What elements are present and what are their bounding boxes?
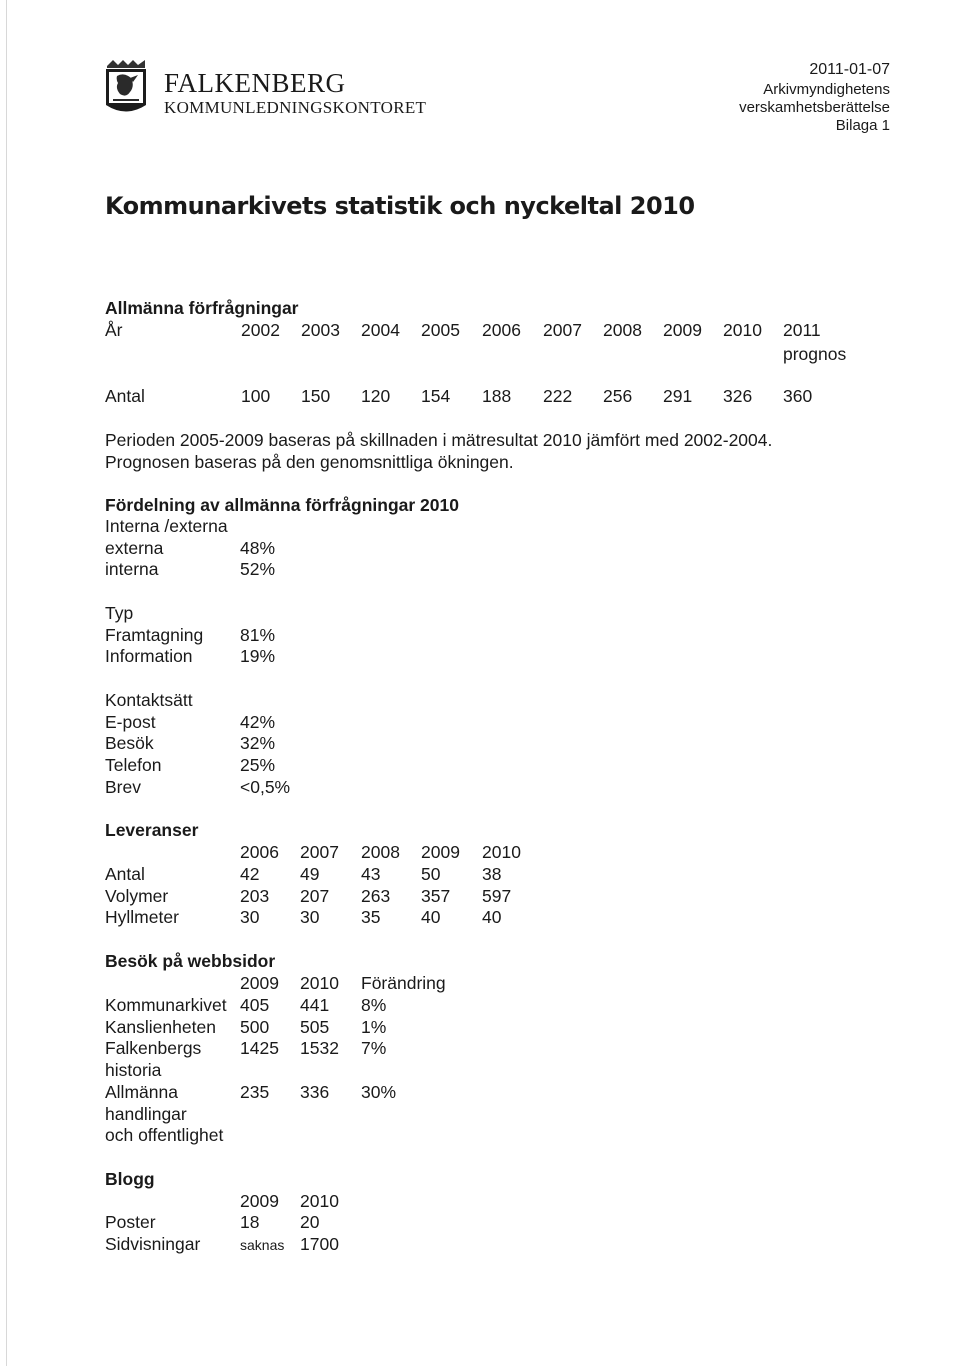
distribution-row-label: externa (105, 537, 164, 558)
web-visits-row-label: Kommunarkivet (105, 995, 227, 1015)
web-visits-column-header: 2009 (240, 973, 279, 993)
falkenberg-crest-logo (104, 58, 148, 118)
inquiries-year-cell: 2007 (543, 320, 582, 340)
inquiries-heading: Allmänna förfrågningar (105, 298, 299, 318)
distribution-row-value: 42% (240, 711, 276, 732)
inquiries-count-cell: 326 (723, 386, 753, 406)
web-visits-row-label: handlingar (105, 1103, 187, 1124)
blog-cell: 18 (240, 1212, 260, 1232)
web-visits-row-label: och offentlighet (105, 1125, 224, 1146)
distribution-row-value: 19% (240, 646, 276, 667)
web-visits-row-label: Falkenbergs (105, 1038, 202, 1059)
web-visits-cell: 1532 (300, 1038, 339, 1059)
deliveries-year-header: 2007 (300, 842, 339, 862)
page-edge-line (6, 0, 7, 1366)
web-visits-heading: Besök på webbsidor (105, 951, 276, 971)
deliveries-cell: 263 (361, 885, 391, 906)
deliveries-cell: 597 (482, 885, 512, 906)
blog-heading: Blogg (105, 1169, 155, 1189)
inquiries-count-cell: 120 (361, 386, 391, 406)
count-label: Antal (105, 386, 145, 406)
deliveries-cell: 42 (240, 864, 260, 884)
distribution-row-label: Besök (105, 733, 154, 754)
deliveries-cell: 50 (421, 864, 441, 884)
inquiries-year-cell: 2004 (361, 320, 400, 340)
distribution-group-title: Typ (105, 603, 134, 623)
distribution-row-value: 25% (240, 755, 276, 776)
inquiries-year-cell: 2009 (663, 320, 702, 340)
deliveries-cell: 40 (482, 907, 502, 928)
inquiries-count-cell: 291 (663, 386, 693, 406)
distribution-row-label: Brev (105, 776, 141, 797)
deliveries-cell: 38 (482, 864, 502, 884)
web-visits-cell: 7% (361, 1038, 387, 1059)
org-name: FALKENBERG (164, 68, 346, 98)
deliveries-cell: 30 (240, 907, 260, 928)
deliveries-cell: 35 (361, 907, 381, 928)
blog-row-label: Poster (105, 1212, 156, 1232)
web-visits-column-header: 2010 (300, 973, 339, 993)
distribution-heading: Fördelning av allmänna förfrågningar 2010 (105, 495, 459, 515)
inquiries-year-cell: 2008 (603, 320, 642, 340)
year-label: År (105, 320, 123, 340)
inquiries-year-cell: 2010 (723, 320, 762, 340)
deliveries-cell: 43 (361, 864, 381, 884)
document-type-line2: verskamhetsberättelse (739, 99, 890, 116)
attachment-label: Bilaga 1 (835, 117, 890, 134)
deliveries-year-header: 2006 (240, 842, 279, 862)
distribution-row-label: Telefon (105, 755, 162, 776)
distribution-row-value: 48% (240, 537, 276, 558)
deliveries-heading: Leveranser (105, 820, 199, 840)
web-visits-cell: 405 (240, 995, 270, 1015)
distribution-row-value: 81% (240, 624, 276, 645)
inquiries-count-cell: 188 (482, 386, 512, 406)
deliveries-cell: 49 (300, 864, 320, 884)
inquiries-year-cell: 2011 (783, 320, 821, 340)
distribution-row-label: interna (105, 559, 159, 580)
distribution-row-label: Framtagning (105, 624, 204, 645)
inquiries-year-cell: 2005 (421, 320, 460, 340)
document-type-line1: Arkivmyndighetens (763, 81, 890, 98)
inquiries-count-cell: 256 (603, 386, 633, 406)
deliveries-cell: 40 (421, 907, 441, 928)
distribution-group-title: Kontaktsätt (105, 690, 193, 710)
deliveries-year-header: 2010 (482, 842, 521, 862)
web-visits-cell: 235 (240, 1081, 270, 1102)
web-visits-cell: 8% (361, 995, 387, 1015)
inquiries-count-cell: 154 (421, 386, 451, 406)
inquiries-year-cell: 2003 (301, 320, 340, 340)
distribution-row-value: 32% (240, 733, 276, 754)
deliveries-row-label: Volymer (105, 885, 169, 906)
forecast-label: prognos (783, 344, 847, 364)
deliveries-cell: 357 (421, 885, 451, 906)
web-visits-row-label: Allmänna (105, 1081, 178, 1102)
web-visits-cell: 30% (361, 1081, 397, 1102)
blog-column-header: 2010 (300, 1191, 339, 1211)
web-visits-cell: 336 (300, 1081, 330, 1102)
inquiries-count-cell: 360 (783, 386, 813, 406)
blog-cell: 1700 (300, 1234, 339, 1254)
distribution-row-value: 52% (240, 559, 276, 580)
blog-row-label: Sidvisningar (105, 1234, 201, 1254)
deliveries-row-label: Hyllmeter (105, 907, 179, 928)
deliveries-year-header: 2009 (421, 842, 460, 862)
web-visits-cell: 500 (240, 1016, 270, 1037)
inquiries-note-2: Prognosen baseras på den genomsnittliga ökningen. (105, 452, 514, 472)
blog-cell: 20 (300, 1212, 320, 1232)
inquiries-note-1: Perioden 2005-2009 baseras på skillnaden i mätresultat 2010 jämfört med 2002-2004. (105, 430, 773, 450)
distribution-group-title: Interna /externa (105, 516, 228, 536)
inquiries-count-cell: 150 (301, 386, 331, 406)
distribution-row-label: Information (105, 646, 193, 667)
deliveries-year-header: 2008 (361, 842, 400, 862)
distribution-row-value: <0,5% (240, 776, 291, 797)
inquiries-count-cell: 100 (241, 386, 271, 406)
distribution-row-label: E-post (105, 711, 156, 732)
web-visits-column-header: Förändring (361, 973, 446, 993)
deliveries-cell: 30 (300, 907, 320, 928)
deliveries-cell: 207 (300, 885, 330, 906)
inquiries-year-cell: 2006 (482, 320, 521, 340)
org-department: KOMMUNLEDNINGSKONTORET (164, 98, 427, 117)
blog-column-header: 2009 (240, 1191, 279, 1211)
web-visits-cell: 1% (361, 1016, 387, 1037)
page-title: Kommunarkivets statistik och nyckeltal 2010 (105, 192, 695, 220)
inquiries-year-cell: 2002 (241, 320, 280, 340)
web-visits-row-label: historia (105, 1060, 162, 1081)
web-visits-cell: 1425 (240, 1038, 279, 1059)
web-visits-cell: 441 (300, 995, 330, 1015)
web-visits-row-label: Kanslienheten (105, 1016, 216, 1037)
document-date: 2011-01-07 (809, 61, 890, 78)
blog-cell: saknas (240, 1237, 285, 1253)
web-visits-cell: 505 (300, 1016, 330, 1037)
deliveries-row-label: Antal (105, 864, 145, 884)
deliveries-cell: 203 (240, 885, 270, 906)
inquiries-count-cell: 222 (543, 386, 573, 406)
